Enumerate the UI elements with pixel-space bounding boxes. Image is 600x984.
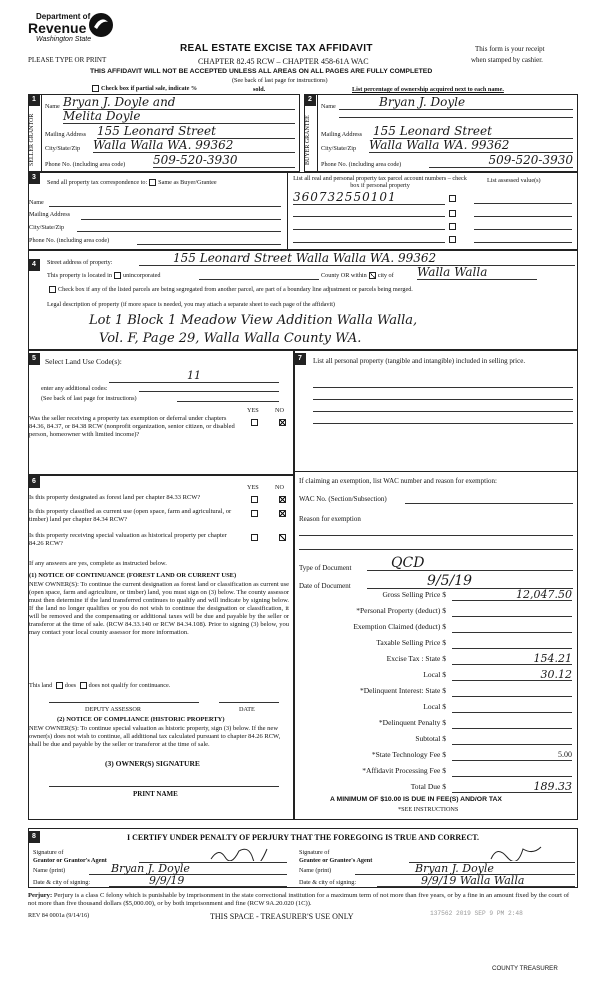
fee-label: *Affidavit Processing Fee $ — [362, 766, 446, 775]
grantee-signature-scribble — [489, 845, 549, 861]
does-label: does — [64, 682, 77, 689]
buyer-name-label: Name — [321, 103, 336, 110]
fee-label: *Delinquent Interest: State $ — [359, 686, 446, 695]
fee-row — [300, 590, 578, 603]
parcel-personal-checkbox-2[interactable] — [449, 210, 456, 217]
assessed-header: List assessed value(s) — [487, 177, 541, 184]
doc-date[interactable]: 9/5/19 — [367, 573, 573, 589]
fee-value[interactable]: 12,047.50 — [452, 590, 572, 601]
fee-label: Gross Selling Price $ — [382, 590, 446, 599]
seller-mailing-label: Mailing Address — [45, 131, 87, 138]
corr-name-label: Name — [29, 199, 44, 206]
additional-codes-label: enter any additional codes: — [41, 385, 108, 392]
grantee-signature[interactable] — [409, 847, 575, 863]
fee-label: *Delinquent Penalty $ — [378, 718, 446, 727]
receipt-note1: This form is your receipt — [475, 45, 545, 53]
receipt-note2: when stamped by cashier. — [471, 56, 543, 64]
fee-label: Subtotal $ — [415, 734, 446, 743]
unincorporated-label: unincorporated — [122, 272, 161, 279]
assessed-field-4[interactable] — [474, 242, 572, 243]
seller-city-label: City/State/Zip — [45, 145, 81, 152]
forest-yes-checkbox[interactable] — [251, 496, 258, 503]
agency-line2: Revenue — [28, 20, 87, 36]
parcel-personal-checkbox-4[interactable] — [449, 236, 456, 243]
fee-label: Local $ — [423, 702, 446, 711]
assessed-field-2[interactable] — [474, 216, 572, 217]
fee-label: Taxable Selling Price $ — [376, 638, 446, 647]
fee-label: *State Technology Fee $ — [371, 750, 446, 759]
this-land-label: This land — [29, 682, 53, 689]
dor-emblem-icon — [88, 12, 114, 38]
additional-codes-field[interactable] — [139, 391, 279, 392]
fee-row — [300, 766, 578, 779]
section-number: 5 — [28, 353, 40, 365]
grantee-sig-label2: Grantee or Grantee's Agent — [299, 857, 373, 864]
fee-value[interactable] — [452, 638, 572, 649]
deputy-signature[interactable] — [49, 702, 199, 703]
agency-line1: Department of — [36, 12, 91, 21]
buyer-mailing[interactable]: 155 Leonard Street — [373, 124, 573, 139]
personal-property-line-3[interactable] — [313, 411, 573, 412]
seller-name-label: Name — [45, 103, 60, 110]
fee-label: Total Due $ — [410, 782, 446, 791]
certify-title: I CERTIFY UNDER PENALTY OF PERJURY THAT THE FOREGOING IS TRUE AND CORRECT. — [127, 833, 480, 842]
parcel-header: List all real and personal property tax parcel account numbers – check box if personal property — [293, 175, 467, 189]
exemption-question: Was the seller receiving a property tax exemption or deferral under chapters 84.36, 84.37, or 84.38 RCW (nonprofit organization, senior citizen, or disabled person, homeowner with limited income)? — [29, 415, 235, 438]
fee-value[interactable] — [452, 702, 572, 713]
seller-mailing[interactable]: 155 Leonard Street — [97, 124, 295, 139]
chapters: CHAPTER 82.45 RCW – CHAPTER 458-61A WAC — [198, 57, 369, 66]
located-label: This property is located in — [47, 272, 112, 279]
warning: THIS AFFIDAVIT WILL NOT BE ACCEPTED UNLESS ALL AREAS ON ALL PAGES ARE FULLY COMPLETED — [90, 68, 433, 75]
fee-row — [300, 718, 578, 731]
seller-phone-label: Phone No. (including area code) — [45, 161, 126, 168]
current-use-question: Is this property classified as current use (open space, farm and agricultural, or timber) land per chapter 84.34 RCW? — [29, 508, 232, 523]
print-name-label: PRINT NAME — [133, 790, 178, 798]
county-treasurer: COUNTY TREASURER — [492, 965, 558, 972]
assessed-field-1[interactable] — [474, 203, 572, 204]
fee-row — [300, 750, 578, 763]
seller-side-label: SELLER GRANTOR — [29, 113, 35, 167]
section-number: 4 — [28, 259, 40, 271]
reason-field-1[interactable] — [299, 535, 573, 536]
fee-row — [300, 782, 578, 795]
corr-city-label: City/State/Zip — [29, 224, 65, 231]
fee-value[interactable] — [452, 766, 572, 777]
notice-compliance-text: NEW OWNER(S): To continue special valuation as historic property, sign (3) below. If the new owner(s) does not wish to continue, all additional tax calculated pursuant to chapter 84.26 RCW, shall be due and payable by the seller or transferor at the time of sale. — [29, 725, 281, 748]
notice-continuance-title: (1) NOTICE OF CONTINUANCE (FOREST LAND OR CURRENT USE) — [29, 572, 237, 579]
corr-phone-label: Phone No. (including area code) — [29, 237, 110, 244]
located-in — [47, 272, 160, 279]
fee-value[interactable] — [452, 686, 572, 697]
yes-header-6: YES — [247, 484, 259, 491]
exemption-no-checkbox[interactable] — [279, 419, 286, 426]
buyer-phone-label: Phone No. (including area code) — [321, 161, 402, 168]
does-not-label: does not qualify for continuance. — [88, 682, 171, 689]
section-number: 8 — [28, 831, 40, 843]
personal-property-line-2[interactable] — [313, 399, 573, 400]
section-number: 6 — [28, 476, 40, 488]
current-use-yes-checkbox[interactable] — [251, 510, 258, 517]
exemption-label: If claiming an exemption, list WAC number and reason for exemption: — [299, 477, 497, 485]
see-back: (See back of last page for instructions) — [232, 77, 328, 84]
city-of-label: city of — [377, 272, 394, 279]
same-as-buyer-checkbox[interactable] — [149, 179, 156, 186]
legal-description-2[interactable]: Vol. F, Page 29, Walla Walla County WA. — [99, 331, 362, 346]
deputy-date[interactable] — [219, 702, 279, 703]
grantor-signature-scribble — [209, 845, 269, 861]
grantor-name[interactable]: Bryan J. Doyle — [89, 862, 287, 875]
buyer-mailing-label: Mailing Address — [321, 131, 363, 138]
reason-label: Reason for exemption — [299, 515, 361, 523]
parcel-personal-checkbox-1[interactable] — [449, 195, 456, 202]
parcel-personal-checkbox-3[interactable] — [449, 223, 456, 230]
seller-name[interactable]: Bryan J. Doyle and — [63, 95, 295, 110]
notice-continuance-text: NEW OWNER(S): To continue the current designation as forest land or classification as current use (open space, farm and agriculture, or timber) land, you must sign on (3) below. The county assessor must then determine if the land transferred continues to qualify and will indicate by signing below. If the land no longer qualifies or you do not wish to continue the designation or classification, it will be removed and the compensating or additional taxes will be due and payable by the seller or transferor at the time of sale. (RCW 84.33.140 or RCW 84.34.108). Prior to signing (3) below, you may contact your local county assessor for more information. — [29, 581, 289, 636]
assessed-field-3[interactable] — [474, 229, 572, 230]
buyer-city-label: City/State/Zip — [321, 145, 357, 152]
segregated — [47, 286, 413, 293]
fee-row — [300, 670, 578, 683]
notice-compliance-title: (2) NOTICE OF COMPLIANCE (HISTORIC PROPERTY) — [57, 716, 225, 723]
fee-row — [300, 622, 578, 635]
buyer-side-label: BUYER GRANTEE — [305, 115, 311, 165]
receipt-stamp: 137562 2019 SEP 9 PM 2:48 — [430, 910, 523, 917]
segregated-checkbox[interactable] — [49, 286, 56, 293]
buyer-city[interactable]: Walla Walla WA. 99362 — [369, 138, 573, 153]
form-title: REAL ESTATE EXCISE TAX AFFIDAVIT — [180, 43, 373, 54]
grantor-date-label: Date & city of signing: — [33, 879, 91, 886]
personal-property-line-4[interactable] — [313, 423, 573, 424]
fee-row — [300, 686, 578, 699]
parcel-number[interactable]: 360732550101 — [293, 190, 445, 205]
fee-value[interactable]: 154.21 — [452, 654, 572, 665]
does-checkbox[interactable] — [56, 682, 63, 689]
fee-value[interactable]: 5.00 — [452, 750, 572, 761]
does-not-checkbox[interactable] — [80, 682, 87, 689]
grantee-sig-label1: Signature of — [299, 849, 330, 856]
corr-mailing-label: Mailing Address — [29, 211, 71, 218]
see-instructions: *SEE INSTRUCTIONS — [398, 806, 459, 813]
no-header: NO — [275, 407, 284, 414]
instructions: If any answers are yes, complete as instructed below. — [29, 560, 167, 567]
fee-value[interactable] — [452, 734, 572, 745]
section-8-certification — [28, 828, 578, 888]
sold-label: sold. — [253, 86, 266, 93]
seller-city[interactable]: Walla Walla WA. 99362 — [93, 138, 295, 153]
section-4-property — [28, 250, 578, 350]
county-label — [321, 272, 394, 279]
forest-no-checkbox[interactable] — [279, 496, 286, 503]
seller-phone[interactable]: 509-520-3930 — [153, 153, 295, 168]
exemption-yes-checkbox[interactable] — [251, 419, 258, 426]
wac-label: WAC No. (Section/Subsection) — [299, 495, 387, 503]
perjury-title: Perjury: — [28, 892, 53, 899]
unincorporated-checkbox[interactable] — [114, 272, 121, 279]
fee-row — [300, 606, 578, 619]
land-use-label: Select Land Use Code(s): — [45, 357, 122, 366]
deputy-label: DEPUTY ASSESSOR — [85, 706, 141, 713]
section-3-correspondence — [28, 172, 578, 250]
street-label: Street address of property: — [47, 259, 113, 266]
fee-value[interactable] — [452, 718, 572, 729]
grantee-date[interactable]: 9/9/19 Walla Walla — [377, 874, 575, 887]
correspondence-label — [47, 179, 217, 186]
corr-city-field[interactable] — [77, 231, 281, 232]
partial-sale-label: Check box if partial sale, indicate % — [101, 85, 198, 92]
city-value[interactable]: Walla Walla — [417, 265, 537, 280]
partial-sale — [90, 85, 197, 92]
forest-question: Is this property designated as forest land per chapter 84.33 RCW? — [29, 494, 201, 501]
section-2-buyer — [304, 94, 578, 172]
dor-logo — [28, 10, 118, 50]
legal-description-1[interactable]: Lot 1 Block 1 Meadow View Addition Walla Walla, — [89, 313, 418, 328]
wac-field[interactable] — [405, 503, 573, 504]
corr-mailing-field[interactable] — [81, 219, 281, 220]
land-use-see-back: (See back of last page for instructions) — [41, 395, 137, 402]
land-use-code[interactable]: 11 — [109, 369, 279, 383]
county-field[interactable] — [199, 279, 319, 280]
doc-date-label: Date of Document — [299, 582, 351, 590]
agency-line3: Washington State — [36, 36, 92, 43]
county-label-text: County OR within — [321, 272, 367, 279]
fee-value[interactable] — [452, 606, 572, 617]
section-5-land-use — [28, 350, 294, 475]
fee-label: Excise Tax : State $ — [386, 654, 446, 663]
perjury-notice — [28, 892, 578, 908]
fee-value[interactable]: 189.33 — [452, 782, 572, 793]
doc-type[interactable]: QCD — [367, 555, 573, 571]
section-number: 3 — [28, 172, 40, 184]
reason-field-2[interactable] — [299, 549, 573, 550]
owner-signature-label: (3) OWNER(S) SIGNATURE — [105, 759, 200, 768]
seller-name-2[interactable]: Melita Doyle — [63, 109, 295, 124]
yes-header: YES — [247, 407, 259, 414]
corr-phone-field[interactable] — [137, 244, 281, 245]
fee-value[interactable]: 30.12 — [452, 670, 572, 681]
fee-row — [300, 702, 578, 715]
grantee-name[interactable]: Bryan J. Doyle — [355, 862, 575, 875]
current-use-no-checkbox[interactable] — [279, 510, 286, 517]
grantor-signature[interactable] — [139, 847, 287, 863]
fee-row — [300, 734, 578, 747]
section-number: 2 — [304, 94, 316, 106]
fee-row — [300, 638, 578, 651]
segregated-label: Check box if any of the listed parcels are being segregated from another parcel, are part of a boundary line adjustment or parcels being merged. — [58, 286, 413, 293]
historic-question: Is this property receiving special valuation as historical property per chapter 84.26 RCW? — [29, 532, 227, 547]
grantee-name-label: Name (print) — [299, 867, 332, 874]
partial-sale-checkbox[interactable] — [92, 85, 99, 92]
corr-name-field[interactable] — [49, 206, 281, 207]
grantor-sig-label1: Signature of — [33, 849, 64, 856]
historic-yes-checkbox[interactable] — [251, 534, 258, 541]
street-address[interactable]: 155 Leonard Street Walla Walla WA. 99362 — [139, 251, 575, 266]
legal-label: Legal description of property (if more space is needed, you may attach a separate sheet to each page of the affidavit) — [47, 301, 335, 308]
doc-type-label: Type of Document — [299, 564, 352, 572]
owner-signature-field[interactable] — [49, 786, 279, 787]
ownership-pct: List percentage of ownership acquired next to each name. — [352, 86, 504, 93]
perjury-text: Perjury is a class C felony which is punishable by imprisonment in the state correctional institution for a maximum term of not more than five years, or by a fine in an amount fixed by the court of not more than five thousand dollars ($5,000.00), or by both imprisonment and fine (RCW 9A.20.020 (1C)). — [28, 892, 570, 907]
historic-no-checkbox[interactable] — [279, 534, 286, 541]
buyer-phone[interactable]: 509-520-3930 — [429, 153, 573, 168]
buyer-name[interactable]: Bryan J. Doyle — [339, 95, 573, 110]
fee-row — [300, 654, 578, 667]
correspondence-label-text: Send all property tax correspondence to: — [47, 179, 148, 186]
personal-property-label: List all personal property (tangible and intangible) included in selling price. — [313, 357, 526, 365]
grantor-sig-label2: Grantor or Grantor's Agent — [33, 857, 107, 864]
treasurer-space: THIS SPACE - TREASURER'S USE ONLY — [210, 912, 354, 921]
print-label: PLEASE TYPE OR PRINT — [28, 56, 107, 64]
form-number: REV 84 0001a (9/14/16) — [28, 912, 90, 919]
fee-label: Local $ — [423, 670, 446, 679]
city-of-checkbox[interactable] — [369, 272, 376, 279]
personal-property-line-1[interactable] — [313, 387, 573, 388]
fee-label: Exemption Claimed (deduct) $ — [353, 622, 446, 631]
section-6-special — [28, 475, 294, 820]
minimum-notice: A MINIMUM OF $10.00 IS DUE IN FEE(S) AND/OR TAX — [330, 796, 502, 803]
grantee-date-label: Date & city of signing: — [299, 879, 357, 886]
section-number: 1 — [28, 94, 40, 106]
fee-value[interactable] — [452, 622, 572, 633]
same-as-buyer-label: Same as Buyer/Grantee — [158, 179, 217, 186]
no-header-6: NO — [275, 484, 284, 491]
grantor-date[interactable]: 9/9/19 — [109, 874, 287, 887]
section-number: 7 — [294, 353, 306, 365]
section-1-seller — [28, 94, 300, 172]
grantor-name-label: Name (print) — [33, 867, 66, 874]
date-label: DATE — [239, 706, 255, 713]
this-land — [29, 682, 170, 689]
fee-label: *Personal Property (deduct) $ — [356, 606, 446, 615]
